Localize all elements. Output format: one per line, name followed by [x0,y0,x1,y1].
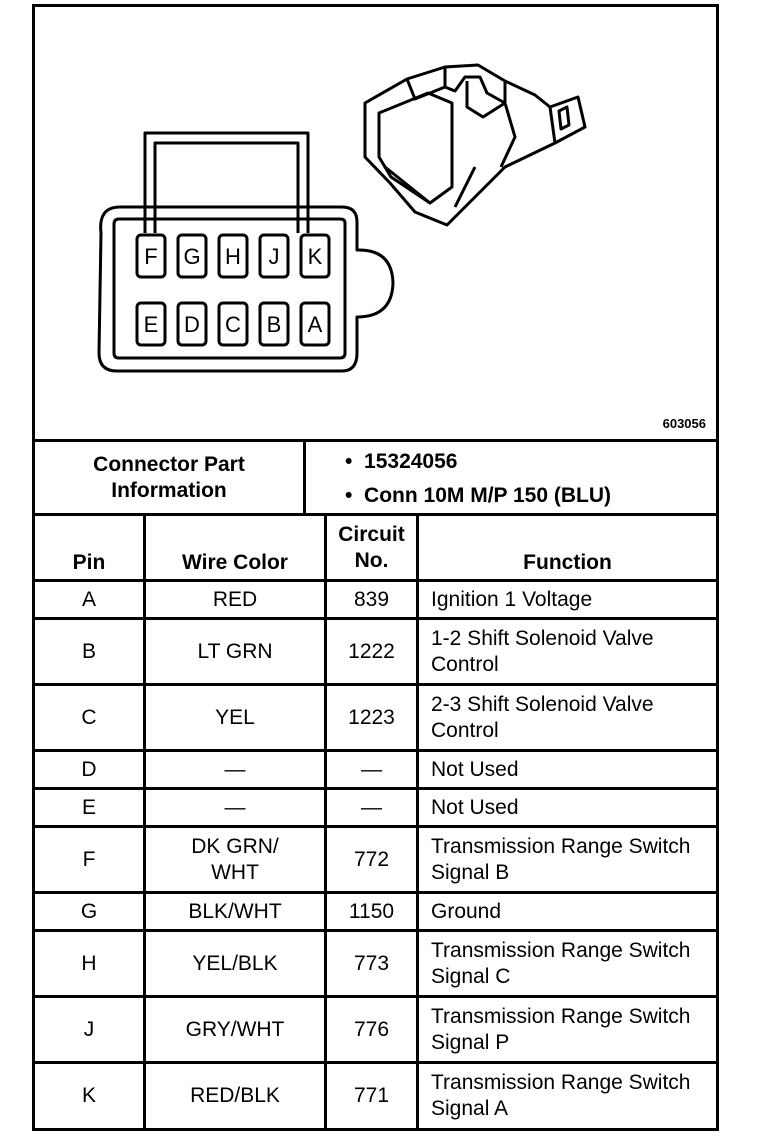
cell-function: Ground [431,899,502,923]
cell-function: Transmission Range Switch Signal A [431,1071,691,1120]
cell-pin: J [83,1017,95,1041]
cell-pin: F [82,847,96,871]
cell-circuit: 1223 [348,705,395,729]
cell-pin: C [81,705,97,729]
cell-circuit: — [361,795,382,819]
pin-label: F [144,244,158,269]
cell-circuit: — [361,757,382,781]
cell-circuit: 839 [353,587,390,611]
cell-function: Transmission Range Switch Signal P [431,1004,691,1054]
cell-circuit: 772 [353,847,390,871]
cell-wire-color: — [224,757,246,781]
cell-pin: E [81,795,96,819]
cell-function: 2-3 Shift Solenoid Valve Control [431,692,654,742]
cell-circuit: 1150 [348,899,395,923]
connector-info-item: • 15324056 [345,450,458,473]
cell-pin: G [80,899,98,923]
cell-wire-color: LT GRN [197,639,273,663]
cell-circuit: 1222 [348,639,395,663]
figure-id: 603056 [662,416,706,431]
cell-function: 1-2 Shift Solenoid Valve Control [431,626,654,676]
connector-drawing [35,7,716,439]
header-circuit: Circuit No. [338,522,405,572]
pin-label: A [307,312,323,337]
cell-pin: D [81,757,97,781]
header-pin: Pin [72,551,106,574]
pin-label: E [143,312,159,337]
header-function: Function [523,551,612,574]
cell-circuit: 773 [353,951,390,975]
cell-function: Ignition 1 Voltage [431,587,593,611]
cell-pin: K [81,1084,96,1107]
cell-function: Not Used [431,757,519,781]
connector-info-label: Connector Part Information [93,452,245,502]
cell-pin: B [81,639,96,663]
cell-function: Transmission Range Switch Signal B [431,834,691,884]
pin-label: B [266,312,282,337]
cell-wire-color: YEL [215,705,255,729]
connector-figure [32,4,719,1131]
cell-wire-color: DK GRN/ WHT [191,834,279,884]
cell-wire-color: GRY/WHT [185,1017,285,1041]
pin-label: J [268,244,280,269]
connector-info-list [345,445,611,513]
cell-pin: H [81,951,97,975]
cell-wire-color: RED/BLK [190,1084,280,1107]
pin-label: H [225,244,241,269]
cell-wire-color: BLK/WHT [188,899,282,923]
cell-circuit: 771 [353,1084,390,1107]
connector-diagram [35,7,716,439]
connector-info-item: • Conn 10M M/P 150 (BLU) [345,484,612,507]
pin-label: C [225,312,241,337]
cell-pin: A [81,587,96,611]
pin-label: K [307,244,323,269]
cell-circuit: 776 [353,1017,390,1041]
pin-label: D [184,312,200,337]
cell-wire-color: YEL/BLK [192,951,278,975]
column-divider [303,439,306,516]
cell-function: Not Used [431,795,519,819]
header-wire-color: Wire Color [182,551,288,574]
cell-wire-color: — [224,795,246,819]
cell-function: Transmission Range Switch Signal C [431,938,691,988]
cell-wire-color: RED [212,587,258,611]
pin-label: G [183,244,201,269]
